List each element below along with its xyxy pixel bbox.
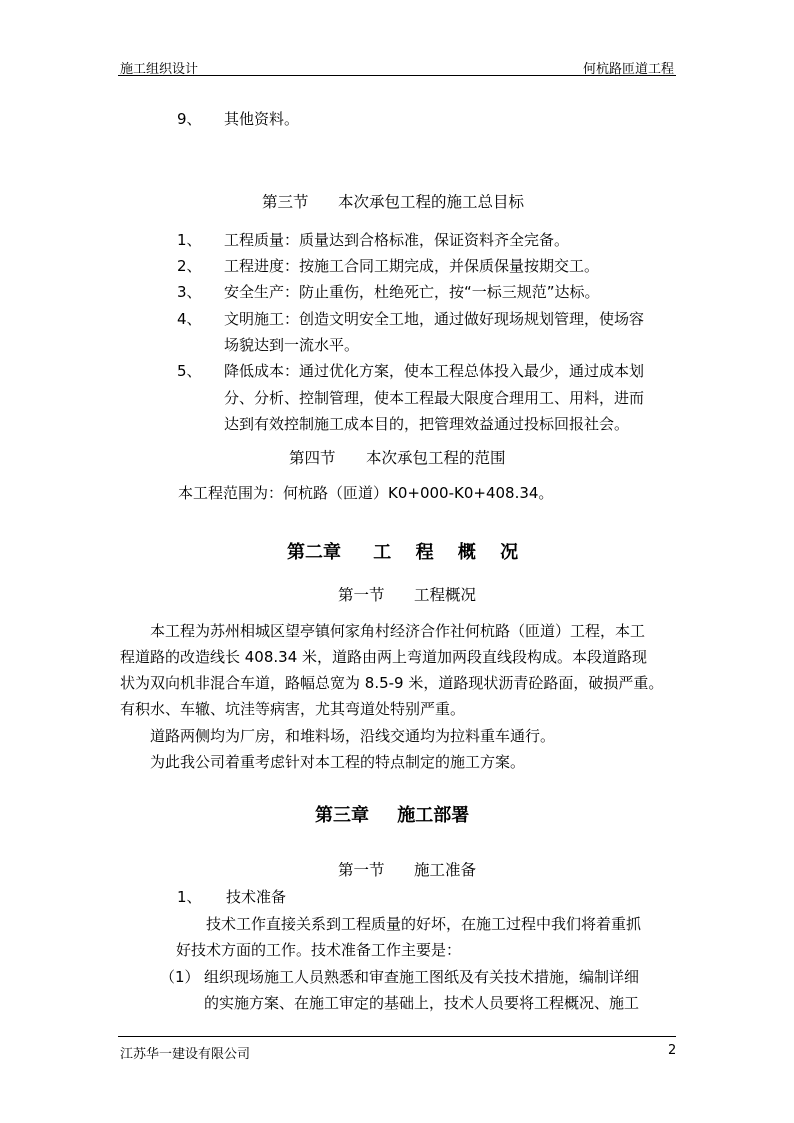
section-title: 施工准备 — [414, 861, 477, 879]
item-number: 5、 — [177, 362, 202, 380]
page-number: 2 — [668, 1043, 677, 1058]
item-text: 工程进度：按施工合同工期完成，并保质保量按期交工。 — [224, 257, 600, 275]
section-number: 第四节 — [289, 449, 336, 467]
chapter-title-char: 工 — [373, 542, 392, 563]
item-number: 3、 — [177, 283, 202, 301]
chapter-number: 第二章 — [287, 542, 341, 563]
paragraph-line: 道路两侧均为厂房，和堆料场，沿线交通均为拉料重车通行。 — [150, 727, 556, 745]
item-number: 2、 — [177, 257, 202, 275]
item-text: 技术准备 — [226, 888, 287, 906]
section-number: 第一节 — [338, 861, 385, 879]
section-title: 本次承包工程的施工总目标 — [338, 193, 525, 211]
header-right: 何杭路匝道工程 — [582, 62, 674, 77]
item-text: 安全生产：防止重伤，杜绝死亡，按“一标三规范”达标。 — [224, 283, 600, 301]
scope-text: 本工程范围为：何杭路（匝道）K0+000-K0+408.34。 — [178, 484, 554, 502]
footer-rule — [118, 1036, 676, 1037]
chapter-title — [315, 801, 469, 827]
item-text: 降低成本：通过优化方案，使本工程总体投入最少，通过成本划 — [224, 362, 645, 380]
chapter-title-text: 施工部署 — [397, 805, 470, 826]
section-number: 第一节 — [338, 586, 385, 604]
paragraph-line: 为此我公司着重考虑针对本工程的特点制定的施工方案。 — [150, 753, 526, 771]
header-rule — [118, 75, 676, 76]
paragraph-line: 技术工作直接关系到工程质量的好坏，在施工过程中我们将着重抓 — [206, 915, 642, 933]
sub-item-text: 的实施方案、在施工审定的基础上，技术人员要将工程概况、施工 — [204, 994, 640, 1012]
item-number: 1、 — [177, 888, 202, 906]
paragraph-line: 好技术方面的工作。技术准备工作主要是： — [176, 941, 462, 959]
sub-item-text: 组织现场施工人员熟悉和审查施工图纸及有关技术措施，编制详细 — [204, 968, 640, 986]
item-text: 达到有效控制施工成本目的，把管理效益通过投标回报社会。 — [224, 415, 630, 433]
item-text: 场貌达到一流水平。 — [224, 336, 360, 354]
footer-company: 江苏华一建设有限公司 — [120, 1047, 251, 1062]
section-title: 本次承包工程的范围 — [366, 449, 506, 467]
chapter-title-char: 况 — [500, 542, 519, 563]
section-number: 第三节 — [262, 193, 309, 211]
paragraph-line: 状为双向机非混合车道，路幅总宽为 8.5-9 米，道路现状沥青砼路面，破损严重。 — [120, 674, 664, 692]
section-title: 工程概况 — [414, 586, 477, 604]
item-text: 其他资料。 — [224, 110, 300, 128]
item-text: 文明施工：创造文明安全工地，通过做好现场规划管理，使场容 — [224, 310, 645, 328]
chapter-title-char: 程 — [415, 542, 434, 563]
chapter-title-char: 概 — [457, 542, 476, 563]
paragraph-line: 程道路的改造线长 408.34 米，道路由两上弯道加两段直线段构成。本段道路现 — [120, 648, 648, 666]
chapter-title — [287, 538, 518, 564]
item-number: 4、 — [177, 310, 202, 328]
item-number: 1、 — [177, 231, 202, 249]
item-text: 分、分析、控制管理，使本工程最大限度合理用工、用料，进而 — [224, 389, 645, 407]
sub-item-number: （1） — [160, 968, 200, 986]
paragraph-line: 本工程为苏州相城区望亭镇何家角村经济合作社何杭路（匝道）工程，本工 — [150, 622, 646, 640]
paragraph-line: 有积水、车辙、坑洼等病害，尤其弯道处特别严重。 — [120, 700, 466, 718]
header-left: 施工组织设计 — [120, 62, 199, 77]
item-number: 9、 — [177, 110, 202, 128]
item-text: 工程质量：质量达到合格标准，保证资料齐全完备。 — [224, 231, 570, 249]
chapter-number: 第三章 — [315, 805, 369, 826]
